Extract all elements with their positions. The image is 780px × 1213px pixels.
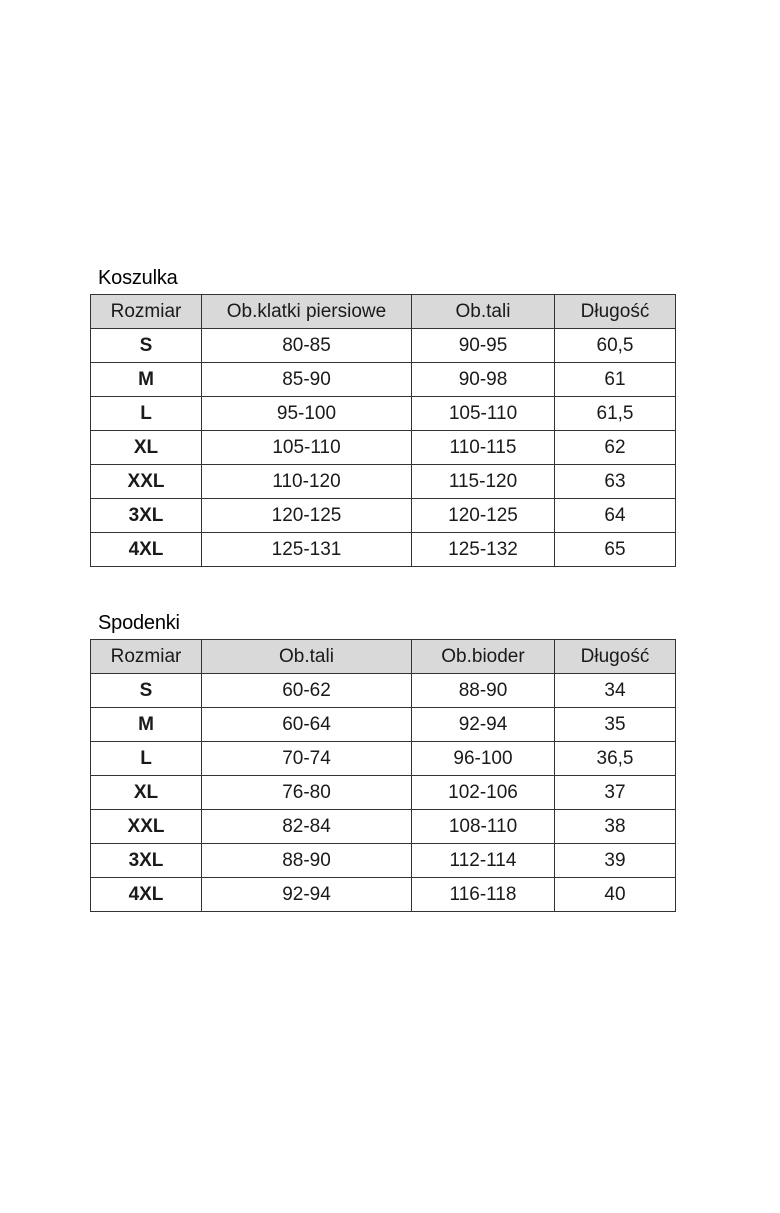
table-cell: 90-95 [412,329,555,363]
table-cell: 60,5 [555,329,676,363]
header-chest: Ob.klatki piersiowe [202,295,412,329]
table-cell: 110-120 [202,465,412,499]
table-cell: 82-84 [202,810,412,844]
table-cell: 112-114 [412,844,555,878]
table-cell: 88-90 [412,674,555,708]
table-cell: 120-125 [202,499,412,533]
table-cell: 60-62 [202,674,412,708]
table-cell: 63 [555,465,676,499]
size-cell: S [91,329,202,363]
spodenki-section [90,611,676,912]
table-row [91,533,676,567]
table-cell: 105-110 [412,397,555,431]
table-row [91,810,676,844]
table-cell: 120-125 [412,499,555,533]
koszulka-size-table [90,294,676,567]
size-cell: 4XL [91,533,202,567]
header-rozmiar: Rozmiar [91,295,202,329]
size-cell: XXL [91,465,202,499]
table-cell: 85-90 [202,363,412,397]
table-header-row [91,640,676,674]
table-cell: 39 [555,844,676,878]
size-cell: XL [91,431,202,465]
table-cell: 35 [555,708,676,742]
size-cell: XXL [91,810,202,844]
table-cell: 38 [555,810,676,844]
table-cell: 80-85 [202,329,412,363]
table-row [91,878,676,912]
table-cell: 60-64 [202,708,412,742]
spodenki-title: Spodenki [98,612,180,634]
size-cell: 3XL [91,844,202,878]
table-cell: 102-106 [412,776,555,810]
table-row [91,329,676,363]
table-cell: 90-98 [412,363,555,397]
table-row [91,674,676,708]
header-waist: Ob.tali [202,640,412,674]
table-cell: 125-131 [202,533,412,567]
table-cell: 96-100 [412,742,555,776]
header-length: Długość [555,295,676,329]
table-row [91,708,676,742]
koszulka-title: Koszulka [98,267,178,289]
table-cell: 92-94 [412,708,555,742]
table-cell: 115-120 [412,465,555,499]
size-cell: 4XL [91,878,202,912]
table-row [91,776,676,810]
table-row [91,363,676,397]
size-cell: L [91,397,202,431]
table-row [91,431,676,465]
table-row [91,499,676,533]
table-cell: 88-90 [202,844,412,878]
table-cell: 92-94 [202,878,412,912]
table-cell: 105-110 [202,431,412,465]
spodenki-size-table [90,639,676,912]
table-row [91,844,676,878]
table-cell: 64 [555,499,676,533]
size-cell: M [91,363,202,397]
table-cell: 76-80 [202,776,412,810]
size-cell: L [91,742,202,776]
koszulka-section [90,266,676,567]
header-rozmiar: Rozmiar [91,640,202,674]
size-cell: 3XL [91,499,202,533]
table-cell: 34 [555,674,676,708]
size-cell: S [91,674,202,708]
table-row [91,742,676,776]
table-row [91,465,676,499]
table-header-row [91,295,676,329]
table-cell: 61 [555,363,676,397]
table-cell: 95-100 [202,397,412,431]
table-cell: 40 [555,878,676,912]
table-cell: 37 [555,776,676,810]
table-cell: 61,5 [555,397,676,431]
table-cell: 65 [555,533,676,567]
table-row [91,397,676,431]
header-length: Długość [555,640,676,674]
size-cell: XL [91,776,202,810]
table-cell: 36,5 [555,742,676,776]
header-hips: Ob.bioder [412,640,555,674]
table-cell: 70-74 [202,742,412,776]
header-waist: Ob.tali [412,295,555,329]
table-cell: 62 [555,431,676,465]
size-cell: M [91,708,202,742]
table-cell: 125-132 [412,533,555,567]
table-cell: 108-110 [412,810,555,844]
table-cell: 116-118 [412,878,555,912]
table-cell: 110-115 [412,431,555,465]
